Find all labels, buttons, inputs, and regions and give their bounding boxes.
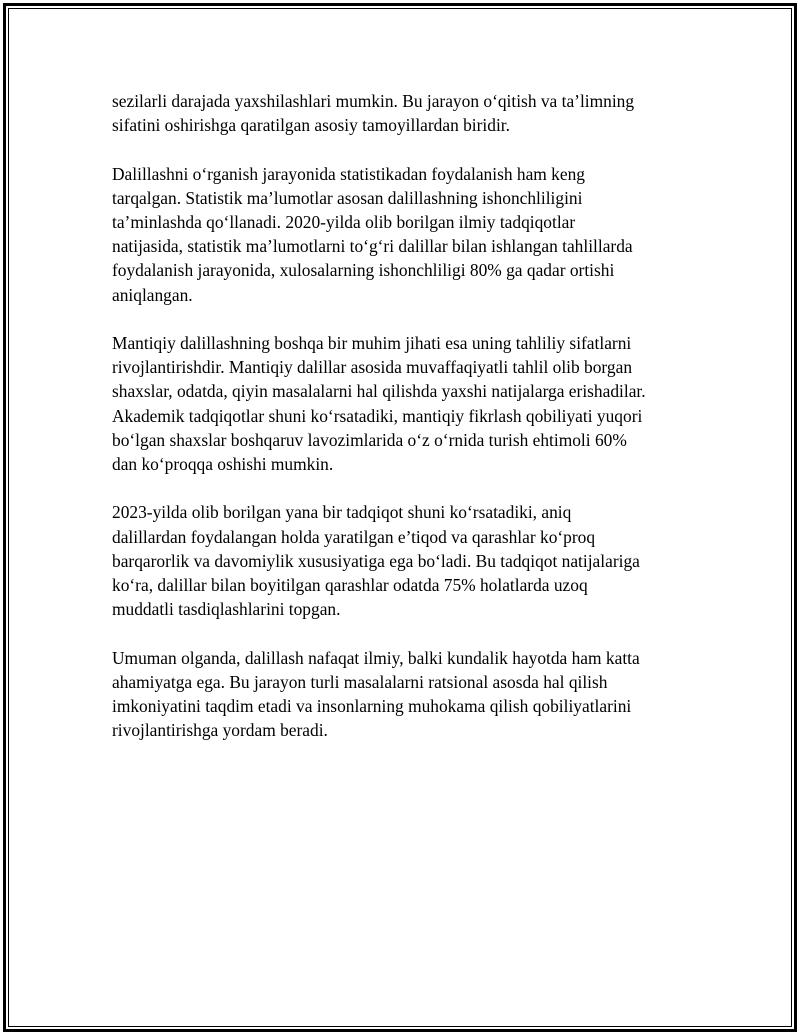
paragraph-1	[112, 89, 692, 137]
text-line: bo‘lgan shaxslar boshqaruv lavozimlarida o‘z o‘rnida turish ehtimoli 60%	[112, 429, 627, 450]
text-line: tarqalgan. Statistik ma’lumotlar asosan dalillashning ishonchliligini	[112, 187, 583, 208]
text-line: Akademik tadqiqotlar shuni ko‘rsatadiki, mantiqiy fikrlash qobiliyati yuqori	[112, 405, 643, 426]
text-line: dalillardan foydalangan holda yaratilgan e’tiqod va qarashlar ko‘proq	[112, 526, 596, 547]
text-line: rivojlantirishdir. Mantiqiy dalillar asosida muvaffaqiyatli tahlil olib borgan	[112, 357, 633, 378]
text-line: 2023-yilda olib borilgan yana bir tadqiqot shuni ko‘rsatadiki, aniq	[112, 502, 572, 523]
text-line: Umuman olganda, dalillash nafaqat ilmiy, balki kundalik hayotda ham katta	[112, 647, 640, 668]
text-line: ahamiyatga ega. Bu jarayon turli masalalarni ratsional asosda hal qilish	[112, 671, 608, 692]
text-line: foydalanish jarayonida, xulosalarning ishonchliligi 80% ga qadar ortishi	[112, 260, 615, 281]
paragraph-2	[112, 162, 692, 307]
text-line: rivojlantirishga yordam beradi.	[112, 720, 328, 741]
text-line: imkoniyatini taqdim etadi va insonlarning muhokama qilish qobiliyatlarini	[112, 696, 632, 717]
text-line: Dalillashni o‘rganish jarayonida statistikadan foydalanish ham keng	[112, 163, 585, 184]
text-line: Mantiqiy dalillashning boshqa bir muhim jihati esa uning tahliliy sifatlarni	[112, 333, 632, 353]
paragraph-3	[112, 331, 692, 476]
text-line: sifatini oshirishga qaratilgan asosiy tamoyillardan biridir.	[112, 115, 510, 136]
text-line: sezilarli darajada yaxshilashlari mumkin. Bu jarayon o‘qitish va ta’limning	[112, 91, 635, 111]
text-line: shaxslar, odatda, qiyin masalalarni hal qilishda yaxshi natijalarga erishadilar.	[112, 381, 646, 402]
text-line: ko‘ra, dalillar bilan boyitilgan qarashlar odatda 75% holatlarda uzoq	[112, 575, 588, 596]
paragraph-4	[112, 500, 692, 621]
text-line: aniqlangan.	[112, 284, 193, 305]
text-line: natijasida, statistik ma’lumotlarni to‘g‘ri dalillar bilan ishlangan tahlillarda	[112, 236, 633, 257]
document-body	[112, 89, 692, 767]
text-line: barqarorlik va davomiylik xususiyatiga ega bo‘ladi. Bu tadqiqot natijalariga	[112, 550, 640, 571]
text-line: muddatli tasdiqlashlarini topgan.	[112, 599, 341, 620]
text-line: ta’minlashda qo‘llanadi. 2020-yilda olib borilgan ilmiy tadqiqotlar	[112, 212, 576, 232]
text-line: dan ko‘proqqa oshishi mumkin.	[112, 454, 334, 475]
paragraph-5	[112, 646, 692, 743]
